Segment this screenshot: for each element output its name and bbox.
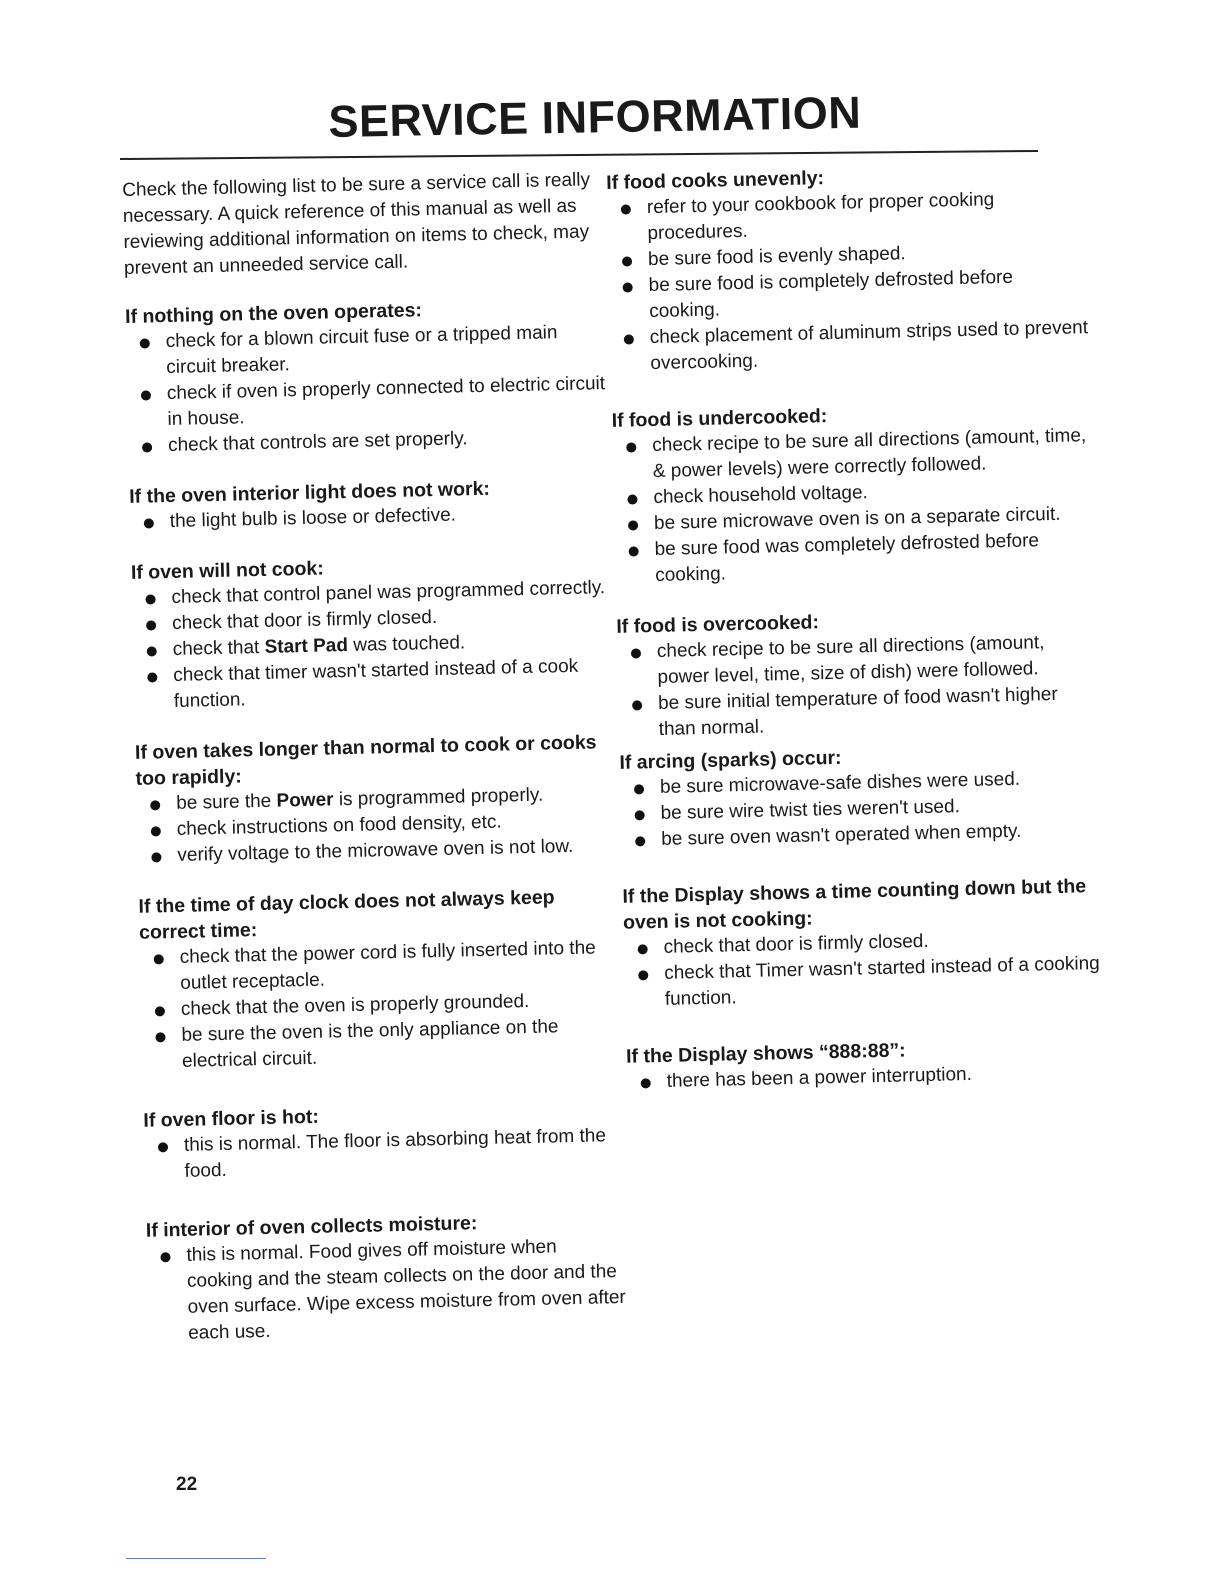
list-item: be sure wire twist ties weren't used.: [620, 791, 1100, 828]
list-item: check that control panel was programmed correctly.: [131, 575, 611, 612]
section-nothing-operates: [125, 293, 608, 460]
list-item: be sure food is evenly shaped.: [608, 237, 1088, 274]
bullet-icon: [628, 520, 638, 530]
bullet-icon: [626, 442, 636, 452]
section-heading: If the oven interior light does not work:: [128, 477, 491, 508]
section-heading: If food cooks unevenly:: [606, 167, 825, 194]
bullet-icon: [141, 390, 151, 400]
power-label: Power: [276, 789, 334, 812]
list-item: be sure initial temperature of food wasn't higher than normal.: [618, 681, 1099, 744]
section-heading: If arcing (sparks) occur:: [619, 746, 842, 774]
section-undercooked: [611, 397, 1095, 590]
section-clock: [138, 883, 622, 1076]
bullet-icon: [624, 334, 634, 344]
section-heading: If oven floor is hot:: [143, 1105, 320, 1132]
section-display-888: [626, 1033, 1107, 1096]
bullet-icon: [142, 442, 152, 452]
bullet-icon: [145, 594, 155, 604]
bullet-icon: [155, 1032, 165, 1042]
section-overcooked: [616, 603, 1099, 744]
bottom-rule: [126, 1558, 266, 1559]
list-item: be sure the oven is the only appliance on the electrical circuit.: [141, 1013, 622, 1076]
section-moisture: [146, 1207, 629, 1348]
list-item: be sure microwave oven is on a separate circuit.: [614, 501, 1094, 538]
bullet-icon: [632, 700, 642, 710]
section-heading: If the time of day clock does not always keep correct time:: [138, 886, 555, 944]
section-heading: If the Display shows a time counting down but the oven is not cooking:: [622, 875, 1087, 934]
bullet-icon: [144, 518, 154, 528]
section-takes-longer: [135, 729, 618, 870]
section-heading: If food is undercooked:: [611, 405, 828, 432]
left-column: [122, 167, 629, 1372]
list-item: check that the oven is properly grounded.: [141, 987, 621, 1024]
list-item: be sure food was completely defrosted before cooking.: [614, 527, 1095, 590]
list-item: check recipe to be sure all directions (amount, power level, time, size of dish) were followed.: [617, 629, 1098, 692]
section-heading: If the Display shows “888:88”:: [625, 1039, 906, 1068]
bullet-icon: [634, 784, 644, 794]
bullet-icon: [621, 204, 631, 214]
list-item: there has been a power interruption.: [626, 1059, 1106, 1096]
list-item: check that door is firmly closed.: [132, 601, 612, 638]
list-item: refer to your cookbook for proper cooking procedures.: [607, 185, 1088, 248]
bullet-icon: [150, 800, 160, 810]
title-divider: [120, 150, 1038, 160]
list-item: check recipe to be sure all directions (amount, time, & power levels) were correctly followed.: [612, 423, 1093, 486]
right-column: [606, 159, 1107, 1120]
section-arcing: [619, 739, 1101, 854]
bullet-icon: [623, 282, 633, 292]
bullet-icon: [154, 954, 164, 964]
section-heading: If oven will not cook:: [130, 557, 325, 584]
bullet-icon: [147, 672, 157, 682]
list-item: check for a blown circuit fuse or a tripped main circuit breaker.: [125, 319, 606, 382]
section-cooks-unevenly: [606, 159, 1091, 378]
list-item: check that the power cord is fully inserted into the outlet receptacle.: [139, 935, 620, 998]
page-title: SERVICE INFORMATION: [328, 86, 862, 147]
list-item: check that controls are set properly.: [128, 423, 608, 460]
bullet-icon: [638, 944, 648, 954]
section-will-not-cook: [131, 549, 614, 716]
list-item: check placement of aluminum strips used to prevent overcooking.: [610, 315, 1091, 378]
bullet-icon: [146, 620, 156, 630]
bullet-icon: [638, 970, 648, 980]
section-heading: If oven takes longer than normal to cook or cooks too rapidly:: [134, 731, 597, 790]
bullet-icon: [622, 256, 632, 266]
list-item: this is normal. The floor is absorbing heat from the food.: [144, 1123, 625, 1186]
section-floor-hot: [143, 1097, 625, 1186]
list-item: check that Start Pad was touched.: [132, 627, 612, 664]
bullet-icon: [641, 1078, 651, 1088]
section-heading: If food is overcooked:: [616, 611, 820, 638]
section-heading: If nothing on the oven operates:: [124, 299, 423, 328]
list-item: check that timer wasn't started instead of a cook function.: [133, 653, 614, 716]
bullet-icon: [160, 1252, 170, 1262]
bullet-icon: [158, 1142, 168, 1152]
section-display-countdown: [622, 873, 1105, 1014]
section-heading: If interior of oven collects moisture:: [145, 1212, 478, 1242]
bullet-icon: [631, 648, 641, 658]
bullet-icon: [635, 836, 645, 846]
bullet-icon: [147, 646, 157, 656]
list-item: be sure food is completely defrosted before cooking.: [608, 263, 1089, 326]
bullet-icon: [140, 338, 150, 348]
bullet-icon: [627, 494, 637, 504]
list-item: check if oven is properly connected to electric circuit in house.: [127, 371, 608, 434]
list-item: be sure oven wasn't operated when empty.: [621, 817, 1101, 854]
start-pad-label: Start Pad: [264, 634, 349, 658]
list-item: this is normal. Food gives off moisture when cooking and the steam collects on the door and the oven surface. Wipe excess moisture from oven after each use.: [146, 1233, 628, 1348]
list-item: be sure the Power is programmed properly.: [136, 781, 616, 818]
bullet-icon: [151, 826, 161, 836]
list-item: be sure microwave-safe dishes were used.: [620, 765, 1100, 802]
bullet-icon: [629, 546, 639, 556]
list-item: the light bulb is loose or defective.: [130, 499, 610, 536]
intro-paragraph: Check the following list to be sure a service call is really necessary. A quick reference of this manual as well as reviewing additional information on items to check, may prevent an unneeded service call.: [122, 169, 591, 279]
list-item: check that door is firmly closed.: [623, 925, 1103, 962]
bullet-icon: [151, 852, 161, 862]
bullet-icon: [155, 1006, 165, 1016]
list-item: check household voltage.: [613, 475, 1093, 512]
list-item: check instructions on food density, etc.: [137, 807, 617, 844]
page-number: 22: [176, 1474, 198, 1495]
list-item: check that Timer wasn't started instead of a cooking function.: [624, 951, 1105, 1014]
bullet-icon: [635, 810, 645, 820]
section-interior-light: [129, 473, 610, 536]
list-item: verify voltage to the microwave oven is not low.: [137, 833, 617, 870]
